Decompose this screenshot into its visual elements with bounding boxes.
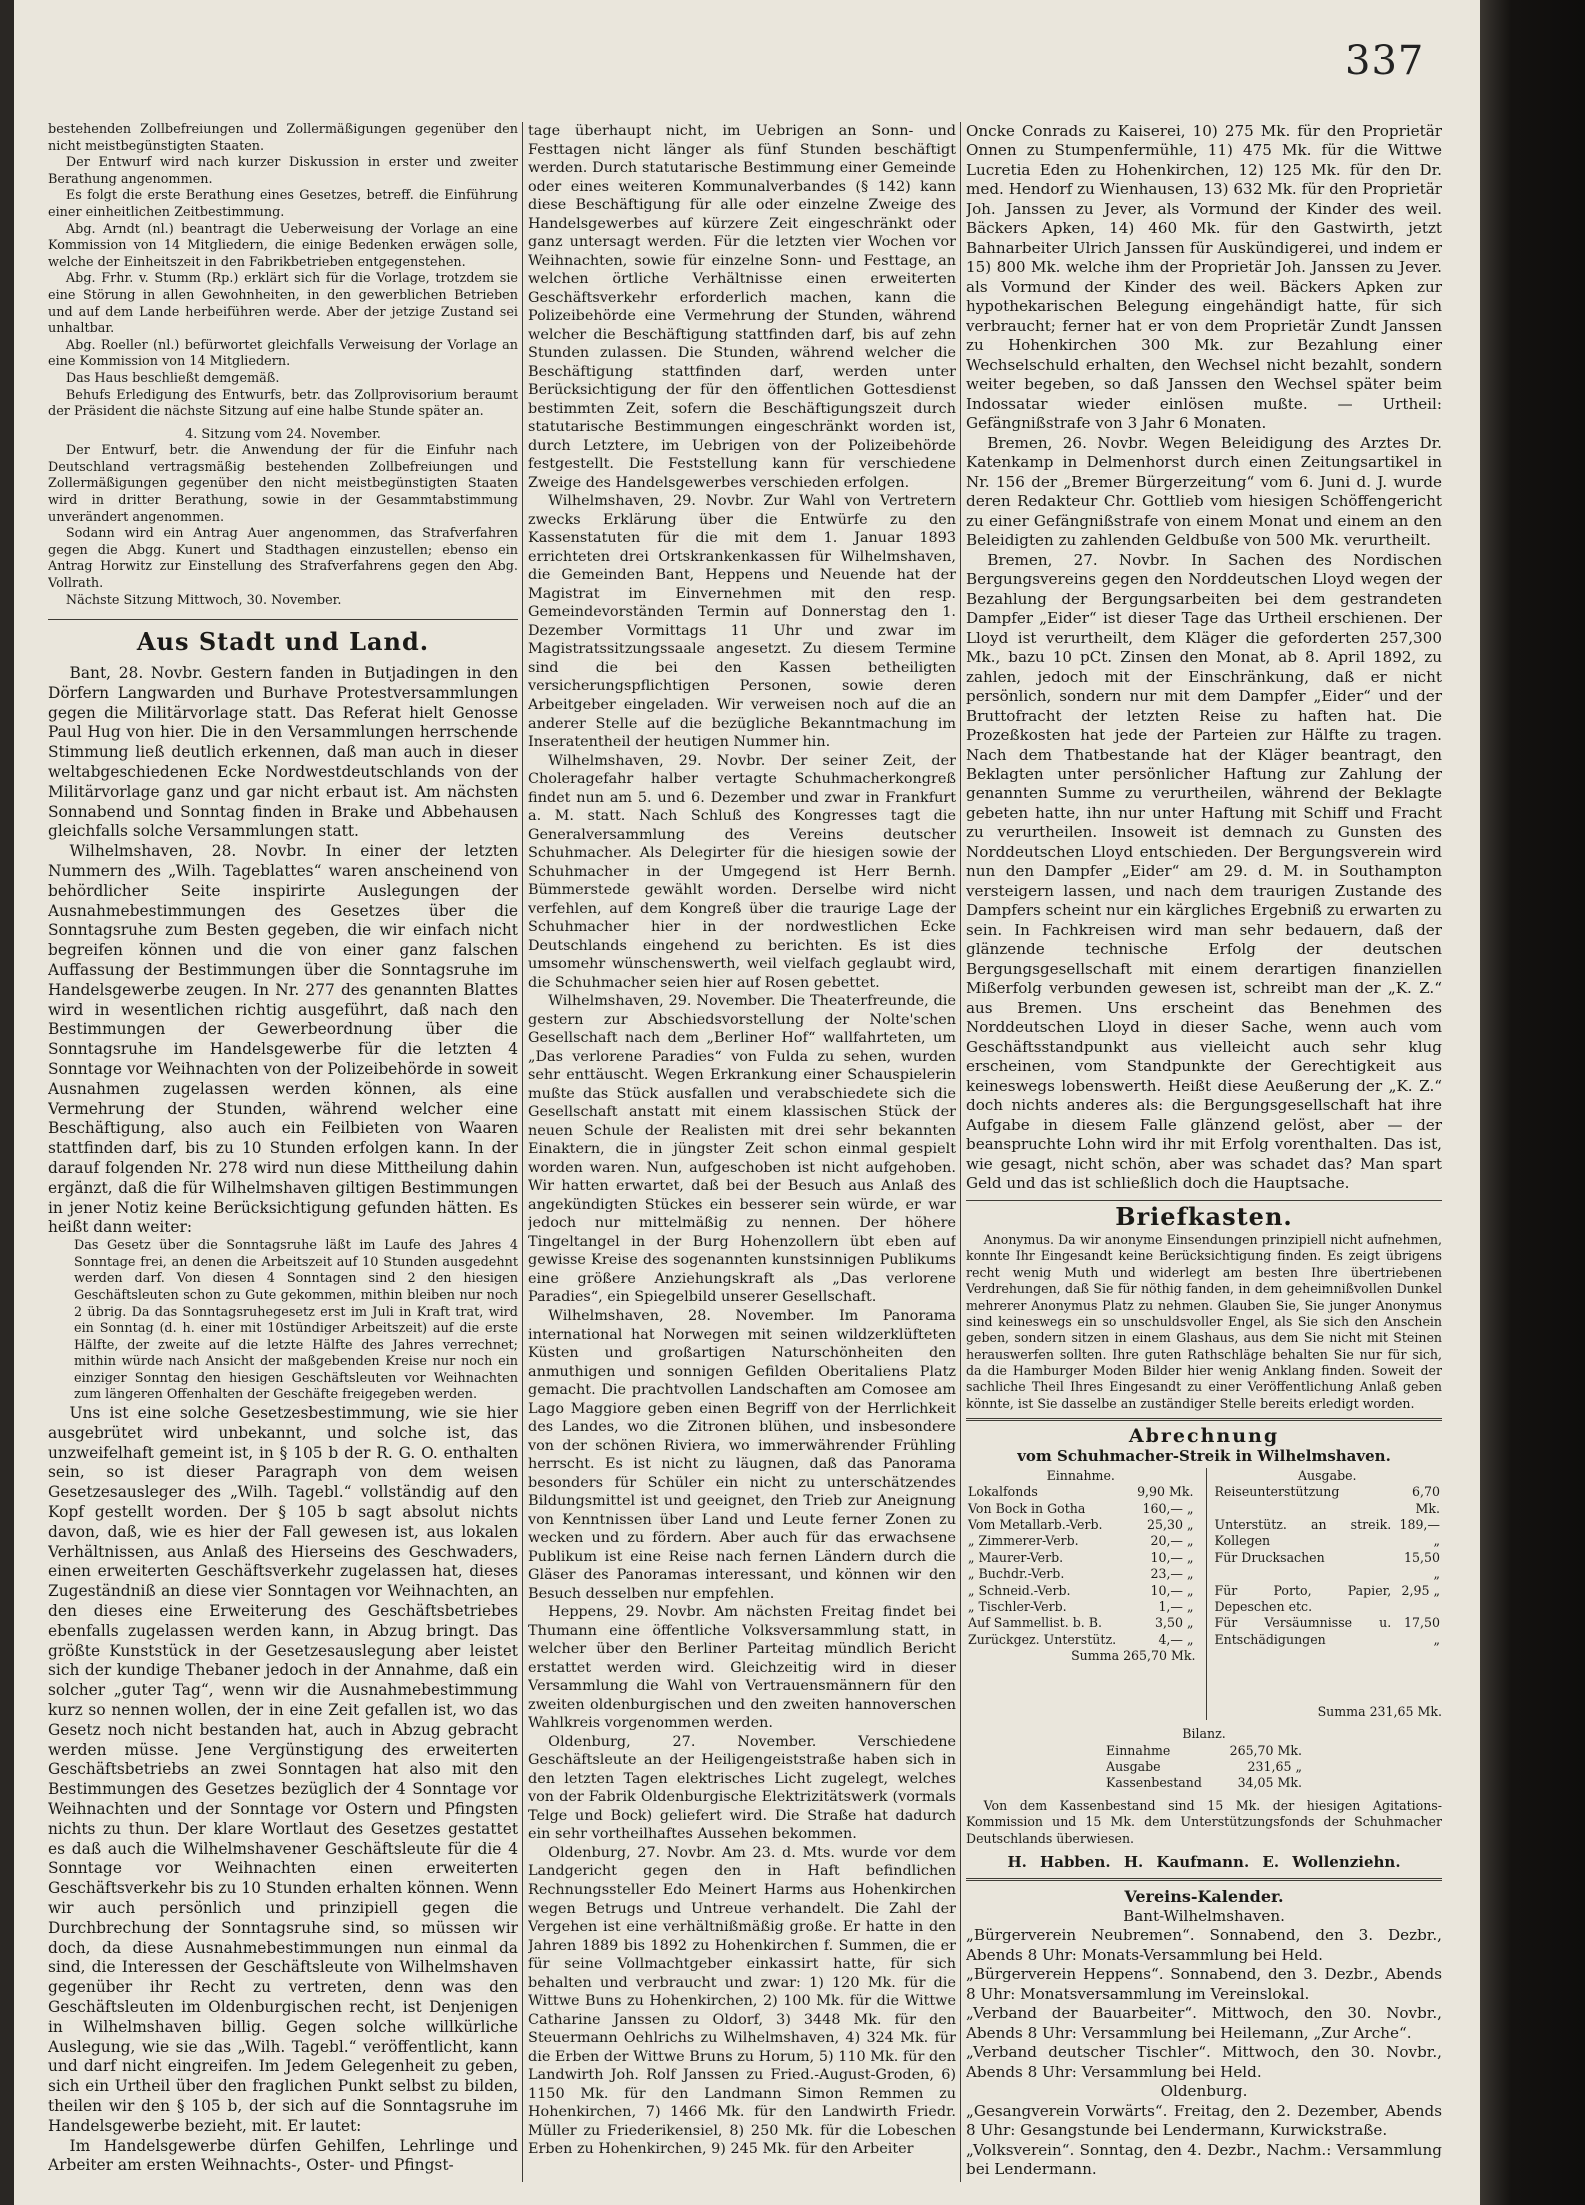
account-row: [966, 1517, 1196, 1533]
account-label: Für Porto, Papier, Depeschen etc.: [1214, 1582, 1392, 1614]
column-3: [966, 122, 1442, 2180]
account-row: [1213, 1583, 1443, 1616]
account-value: 20,— „: [1150, 1533, 1194, 1549]
account-value: 10,— „: [1150, 1549, 1194, 1565]
section-rule: [966, 1418, 1442, 1421]
article-paragraph: tage überhaupt nicht, im Uebrigen an Sonn- und Festtagen nicht länger als fünf Stunden beschäftigt werden. Durch statutarische Bestimmung einer Gemeinde oder eines weiteren Kommunalverbandes (§ 142) kann diese Beschäftigung für alle oder einzelne Zweige des Handelsgewerbes auf kürzere Zeit eingeschränkt oder ganz untersagt werden. Für die letzten vier Wochen vor Weihnachten, sowie für einzelne Sonn- und Festtage, an welchen örtliche Verhältnisse einen erweiterten Geschäftsverkehr erforderlich machen, kann die Polizeibehörde eine Vermehrung der Stunden, während welcher die Beschäftigung stattfinden darf, bis auf zehn Stunden zulassen. Die Stunden, während welcher die Beschäftigung stattfinden darf, werden unter Berücksichtigung der für den öffentlichen Gottesdienst bestimmten Zeit, sofern die Beschäftigungszeit durch statutarische Bestimmungen eingeschränkt worden ist, durch Letztere, im Uebrigen von der Polizeibehörde festgestellt. Die Feststellung kann für verschiedene Zweige des Handelsgewerbes verschieden erfolgen.: [528, 123, 956, 491]
briefkasten-text: Anonymus. Da wir anonyme Einsendungen prinzipiell nicht aufnehmen, konnte Ihr Eingesandt keine Berücksichtigung finden. Es zeigt übrigens recht wenig Muth und widerlegt am besten Ihre übertriebenen Verdrehungen, daß Sie für nöthig fanden, in dem geheimnißvollen Dunkel mehrerer Anonymus Platz zu nehmen. Glauben Sie, Sie junger Anonymus sind keineswegs ein so unschuldsvoller Engel, als Sie sich den Anschein geben, sondern sitzen in einem Glashaus, aus dem Sie nicht mit Steinen herauswerfen sollten. Ihre guten Rathschläge behalten Sie nur für sich, da die Hamburger Moden Bilder hier wenig Anklang finden. Soweit der sachliche Theil Ihres Eingesandt zu einer Veröffentlichung Anlaß geben könnte, ist Sie dasselbe an zuständiger Stelle bereits erledigt worden.: [966, 1232, 1442, 1411]
article-paragraph: Abg. Arndt (nl.) beantragt die Ueberweisung der Vorlage an eine Kommission von 14 Mitgliedern, die einige Bedenken erwägen solle, welche der Einheitszeit in den Fabrikbetrieben entgegenstehen.: [48, 221, 518, 270]
calendar-entry: „Verband deutscher Tischler“. Mittwoch, den 30. Novbr., Abends 8 Uhr: Versammlung bei Held.: [966, 2043, 1442, 2081]
article-paragraph: Abg. Roeller (nl.) befürwortet gleichfalls Verweisung der Vorlage an eine Kommission von 14 Mitgliedern.: [48, 337, 518, 370]
account-label: „ Buchdr.-Verb.: [968, 1566, 1065, 1582]
account-value: 4,— „: [1158, 1631, 1194, 1647]
article-paragraph: Sodann wird ein Antrag Auer angenommen, das Strafverfahren gegen die Abgg. Kunert und Stadthagen einzustellen; ebenso ein Antrag Horwitz zur Einstellung des Strafverfahrens gegen den Abg. Vollrath.: [48, 526, 518, 592]
briefkasten-heading: Briefkasten.: [1115, 1201, 1293, 1231]
account-label: „ Tischler-Verb.: [968, 1598, 1067, 1614]
calendar-place: Oldenburg.: [1160, 2082, 1248, 2101]
account-value: 2,95 „: [1401, 1582, 1440, 1598]
bilanz-label: Kassenbestand: [1106, 1775, 1202, 1791]
article-paragraph: Es folgt die erste Berathung eines Gesetzes, betreff. die Einführung einer einheitlichen Zeitbestimmung.: [48, 188, 518, 220]
income-heading: Einnahme.: [1046, 1468, 1115, 1484]
article-paragraph: Wilhelmshaven, 29. Novbr. Der seiner Zeit, der Choleragefahr halber vertagte Schuhmacherkongreß findet nun am 5. und 6. Dezember und zwar in Frankfurt a. M. statt. Nach Schluß des Kongresses tagt die Generalversammlung des Vereins deutscher Schuhmacher. Als Delegirter für die hiesigen sowie der Schuhmacher in der Umgegend ist Herr Bernh. Bümmerstede gewählt worden. Derselbe wird nicht verfehlen, auf dem Kongreß über die traurige Lage der Schuhmacher hier in der nordwestlichen Ecke Deutschlands eingehend zu berichten. Es ist dies umsomehr wünschenswerth, weil vielfach geglaubt wird, die Schuhmacher seien hier auf Rosen gebettet.: [528, 752, 956, 991]
article-paragraph: Bremen, 26. Novbr. Wegen Beleidigung des Arztes Dr. Katenkamp in Delmenhorst durch einen Zeitungsartikel in Nr. 156 der „Bremer Bürgerzeitung“ vom 6. Juni d. J. wurde deren Redakteur Chr. Gottlieb vom hiesigen Schöffengericht zu einer Gefängnißstrafe von einem Monat und einem an den Beleidigten zu zahlenden Geldbuße von 500 Mk. verurtheilt.: [966, 433, 1442, 550]
page-number: 337: [1345, 38, 1425, 84]
account-value: 9,90 Mk.: [1137, 1484, 1194, 1500]
account-value: 6,70 Mk.: [1412, 1484, 1440, 1516]
account-row: [966, 1583, 1196, 1599]
calendar-entry: „Gesangverein Vorwärts“. Freitag, den 2. Dezember, Abends 8 Uhr: Gesangstunde bei Lendermann, Kurwickstraße.: [966, 2101, 1442, 2140]
column-2: [528, 122, 956, 2159]
account-value: 17,50 „: [1404, 1615, 1440, 1647]
account-label: Unterstütz. an streik. Kollegen: [1214, 1517, 1392, 1549]
article-paragraph: Oldenburg, 27. Novbr. Am 23. d. Mts. wurde vor dem Landgericht gegen den in Haft befindlichen Rechnungssteller Edo Meinert Harms aus Hohenkirchen wegen Betrugs und Untreue verhandelt. Die Zahl der Vergehen ist eine verhältnißmäßig große. Er hatte in den Jahren 1889 bis 1892 zu Hohenkirchen f. Summen, die er für seine Vollmachtgeber einkassirt hatte, für sich behalten und verbraucht und zwar: 1) 120 Mk. für die Wittwe Buns zu Hohenkirchen, 2) 100 Mk. für die Wittwe Catharine Janssen zu Oldorf, 3) 3448 Mk. für den Steuermann Oehlrichs zu Wilhelmshaven, 4) 324 Mk. für die Erben der Wittwe Bruns zu Horum, 5) 110 Mk. für den Landwirth Joh. Rolf Janssen zu Fried.-August-Groden, 6) 1150 Mk. für den Landmann Simon Remmen zu Hohenkirchen, 7) 1466 Mk. für den Landwirth Friedr. Müller zu Friederikensiel, 8) 250 Mk. für die Lobeschen Erben zu Hohenkirchen, 9) 245 Mk. für den Arbeiter: [528, 1844, 956, 2158]
calendar-place: Bant-Wilhelmshaven.: [1123, 1906, 1285, 1925]
accounts-table: [966, 1468, 1442, 1720]
article-paragraph: Wilhelmshaven, 28. Novbr. In einer der letzten Nummern des „Wilh. Tageblattes“ waren anscheinend von behördlicher Seite inspirirte Auslegungen der Ausnahmebestimmungen des Gesetzes über die Sonntagsruhe zum Besten gegeben, die wir einfach nicht begreifen können und die von einer ganz falschen Auffassung der Bestimmungen über die Sonntagsruhe im Handelsgewerbe zeugen. In Nr. 277 des genannten Blattes wird in wesentlichen richtig ausgeführt, daß nach den Bestimmungen der Gewerbeordnung über die Sonntagsruhe im Handelsgewerbe für die letzten 4 Sonntage vor Weihnachten von der Polizeibehörde in soweit Ausnahmen zugelassen werden können, als eine Vermehrung der Stunden, während welcher eine Beschäftigung, also auch ein Feilbieten von Waaren stattfinden darf, bis zu 10 Stunden erfolgen kann. In der darauf folgenden Nr. 278 wird nun diese Mittheilung dahin ergänzt, daß die für Wilhelmshaven giltigen Bestimmungen in jener Notiz keine Berücksichtigung gefunden hätten. Es heißt dann weiter:: [48, 842, 518, 1237]
account-label: Für Versäumnisse u. Entschädigungen: [1214, 1615, 1392, 1647]
account-row: [966, 1615, 1196, 1631]
expense-heading: Ausgabe.: [1297, 1468, 1357, 1484]
account-row: [966, 1550, 1196, 1566]
book-gutter: [1480, 0, 1585, 2205]
sitting-heading: 4. Sitzung vom 24. November.: [185, 426, 381, 442]
account-label: Reiseunterstützung: [1214, 1484, 1340, 1500]
account-row: [1213, 1484, 1443, 1517]
account-value: 160,— „: [1142, 1500, 1194, 1516]
abrechnung-note: Von dem Kassenbestand sind 15 Mk. der hiesigen Agitations-Kommission und 15 Mk. dem Unterstützungsfonds der Schuhmacher Deutschlands überwiesen.: [966, 1797, 1442, 1846]
account-row: [1213, 1615, 1443, 1648]
article-paragraph: Bant, 28. Novbr. Gestern fanden in Butjadingen in den Dörfern Langwarden und Burhave Protestversammlungen gegen die Militärvorlage statt. Das Referat hielt Genosse Paul Hug von hier. Die in den Versammlungen herrschende Stimmung ließ deutlich erkennen, daß man auch in dieser weltabgeschiedenen Ecke Nordwestdeutschlands von der Militärvorlage ganz und gar nicht erbaut ist. Am nächsten Sonnabend und Sonntag finden in Brake und Abbehausen gleichfalls solche Versammlungen statt.: [48, 664, 518, 841]
article-paragraph: Wilhelmshaven, 28. November. Im Panorama international hat Norwegen mit seinen wildzerklüfteten Küsten und großartigen Naturschönheiten den anmuthigen und sonnigen Gefilden Oberitaliens Platz gemacht. Die prachtvollen Landschaften am Comosee am Lago Maggiore geben einen Begriff von der Herrlichkeit des Landes, wo die Zitronen blühen, und insbesondere von der schönen Riviera, wo immerwährender Frühling herrscht. Es ist nicht zu läugnen, daß das Panorama besonders für Schüler ein nicht zu unterschätzendes Bildungsmittel ist und geeignet, den Trieb zur Aneignung von Kenntnissen über Land und Leute ferner Zonen zu wecken und zu fördern. Aber auch für das erwachsene Publikum ist eine Reise nach fernen Ländern durch die Gläser des Panoramas interessant, und können wir den Besuch desselben nur empfehlen.: [528, 1308, 956, 1602]
account-label: Lokalfonds: [968, 1484, 1038, 1500]
account-label: Vom Metallarb.-Verb.: [968, 1517, 1103, 1533]
article-paragraph: Nächste Sitzung Mittwoch, 30. November.: [65, 592, 342, 608]
income-block: [966, 1468, 1196, 1720]
income-table: [966, 1484, 1196, 1648]
column-rule-1: [522, 122, 523, 2182]
account-row: [966, 1632, 1196, 1648]
account-value: 189,— „: [1399, 1517, 1440, 1549]
article-paragraph: bestehenden Zollbefreiungen und Zollermäßigungen gegenüber den nicht meistbegünstigten Staaten.: [48, 122, 518, 154]
article-paragraph: Heppens, 29. Novbr. Am nächsten Freitag findet bei Thumann eine öffentliche Volksversammlung statt, in welcher über den Berliner Parteitag mündlich Bericht erstattet werden wird. Gleichzeitig wird in dieser Versammlung die Wahl von Vertrauensmännern für den zweiten oldenburgischen und den zweiten hannoverschen Wahlkreis vorgenommen werden.: [528, 1604, 956, 1732]
account-label: Von Bock in Gotha: [968, 1500, 1086, 1516]
bilanz-value: 265,70 Mk.: [1229, 1742, 1302, 1758]
bilanz-table: [1104, 1743, 1304, 1792]
expense-total: Summa 231,65 Mk.: [1317, 1704, 1442, 1719]
calendar-entry: „Verband der Bauarbeiter“. Mittwoch, den 30. Novbr., Abends 8 Uhr: Versammlung bei Heilemann, „Zur Arche“.: [966, 2004, 1442, 2042]
bilanz-value: 34,05 Mk.: [1237, 1775, 1302, 1791]
account-value: 15,50 „: [1404, 1549, 1440, 1582]
article-paragraph: Wilhelmshaven, 29. November. Die Theaterfreunde, die gestern zur Abschiedsvorstellung der Nolte'schen Gesellschaft nach dem „Berliner Hof“ wallfahrteten, um „Das verlorene Paradies“ von Fulda zu sehen, wurden sehr enttäuscht. Wegen Erkrankung einer Schauspielerin mußte das Stück ausfallen und verabschiedete sich die Gesellschaft anstatt mit einem klassischen Stück der neuen Schule der Realisten mit drei sehr bekannten Einaktern, die in jüngster Zeit schon einmal gespielt worden waren. Nun, aufgeschoben ist nicht aufgehoben. Wir hatten erwartet, daß bei der Besuch aus Anlaß des angekündigten Stückes ein besserer sein würde, er war jedoch nur mittelmäßig zu nennen. Der höhere Tingeltangel in der Burg Hohenzollern übt eben auf gewisse Kreise des sogenannten kunstsinnigen Publikums eine größere Anziehungskraft als „Das verlorene Paradies“, ein Spiegelbild unserer Gesellschaft.: [528, 993, 956, 1306]
article-paragraph: Das Haus beschließt demgemäß.: [65, 370, 280, 386]
bilanz-heading: Bilanz.: [1182, 1726, 1226, 1742]
bilanz-label: Einnahme: [1106, 1742, 1171, 1758]
article-paragraph: Behufs Erledigung des Entwurfs, betr. das Zollprovisorium beraumt der Präsident die nächste Sitzung auf eine halbe Stunde später an.: [48, 387, 518, 420]
abrechnung-subheading: vom Schuhmacher-Streik in Wilhelmshaven.: [1017, 1446, 1391, 1465]
account-value: 25,30 „: [1147, 1517, 1194, 1533]
income-total: Summa 265,70 Mk.: [1071, 1648, 1196, 1663]
article-paragraph: Der Entwurf, betr. die Anwendung der für die Einfuhr nach Deutschland vertragsmäßig bestehenden Zollbefreiungen und Zollermäßigungen gegenüber den nicht meistbegünstigten Staaten wird in dritter Berathung, sowie in der Gesammtabstimmung unverändert angenommen.: [48, 443, 518, 525]
article-paragraph: Der Entwurf wird nach kurzer Diskussion in erster und zweiter Berathung angenommen.: [48, 155, 518, 187]
account-value: 10,— „: [1150, 1582, 1194, 1598]
account-label: Auf Sammellist. b. B.: [968, 1615, 1102, 1631]
vereins-kalender-heading: Vereins-Kalender.: [1124, 1887, 1284, 1907]
calendar-entry: „Bürgerverein Heppens“. Sonnabend, den 3. Dezbr., Abends 8 Uhr: Monatsversammlung im Vereinslokal.: [966, 1965, 1442, 2003]
section-heading: Aus Stadt und Land.: [136, 627, 430, 657]
expense-block: [1206, 1468, 1443, 1720]
account-row: [966, 1566, 1196, 1582]
column-1: [48, 122, 518, 2176]
quoted-paragraph: Das Gesetz über die Sonntagsruhe läßt im Laufe des Jahres 4 Sonntage frei, an denen die Arbeitszeit auf 10 Stunden ausgedehnt werden darf. Von diesen 4 Sonntagen sind 2 den hiesigen Geschäftsleuten schon zu Gute gekommen, mithin bleiben nur noch 2 übrig. Da das Sonntagsruhegesetz erst im Juli in Kraft trat, wird ein Sonntag (d. h. einer mit 10stündiger Arbeitszeit) auf die erste Hälfte, der zweite auf die letzte Hälfte des Jahres verrechnet; mithin würde nach Ansicht der maßgebenden Kreise nur noch ein einziger Sonntag den hiesigen Geschäftsleuten vor Weihnachten zum längeren Offenhalten der Geschäfte freigegeben werden.: [74, 1238, 518, 1403]
expense-table: [1213, 1484, 1443, 1648]
article-paragraph: Bremen, 27. Novbr. In Sachen des Nordischen Bergungsvereins gegen den Norddeutschen Lloyd wegen der Bezahlung der Bergungsarbeiten bei dem gestrandeten Dampfer „Eider“ ist dieser Tage das Urtheil erschienen. Der Lloyd ist verurtheilt, dem Kläger die geforderten 257,300 Mk., bazu 10 pCt. Zinsen den Monat, ab 8. April 1892, zu zahlen, jedoch mit der Einschränkung, daß er nicht persönlich, sondern nur mit dem Dampfer „Eider“ und der Bruttofracht der letzten Reise zu haften hat. Die Prozeßkosten hat jede der Parteien zur Hälfte zu tragen. Nach dem Thatbestande hat der Kläger beantragt, den Beklagten unter persönlicher Haftung zur Zahlung der genannten Summe zu verurtheilen, während der Beklagte gebeten hatte, ihn nur unter Haftung mit Schiff und Fracht zu verurtheilen. Insoweit ist demnach zu Gunsten des Norddeutschen Lloyd entschieden. Der Bergungsverein wird nun den Dampfer „Eider“ am 29. d. M. in Southampton versteigern lassen, und nach dem traurigen Zustande des Dampfers scheint nur ein kärgliches Ergebniß zu erwarten zu sein. In Fachkreisen wird man sehr bedauern, daß der glänzende technische Erfolg der deutschen Bergungsgesellschaft mit einem derartigen finanziellen Mißerfolg verbunden gewesen ist, schreibt man der „K. Z.“ aus Bremen. Uns erscheint das Benehmen des Norddeutschen Lloyd in dieser Sache, wenn auch vom Geschäftsstandpunkt aus vielleicht auch sehr klug erscheinen, vom Standpunkte der Gerechtigkeit aus keineswegs lobenswerth. Heißt diese Aeußerung der „K. Z.“ doch nichts anderes als: die Bergungsgesellschaft hat ihre Aufgabe in diesem Falle glänzend gelöst, aber — der beanspruchte Lohn wird ihr mit Erfolg vorenthalten. Das ist, wie gesagt, nicht schön, aber was schadet das? Man spart Geld und das ist schließlich doch die Hauptsache.: [966, 550, 1442, 1193]
account-label: „ Maurer-Verb.: [968, 1549, 1064, 1565]
page-left-edge: [0, 0, 14, 2205]
article-paragraph: Uns ist eine solche Gesetzesbestimmung, wie sie hier ausgebrütet wird unbekannt, und solche ist, das unzweifelhaft gemeint ist, in § 105 b der R. G. O. enthalten sein, so ist dieser Paragraph von dem weisen Gesetzesausleger des „Wilh. Tagebl.“ vollständig auf den Kopf gestellt worden. Der § 105 b sagt absolut nichts davon, daß, wie es hier der Fall gewesen ist, aus lokalen Verhältnissen, aus Anlaß des Hierseins des Geschwaders, einen erweiterten Geschäftsverkehr zugelassen hat, dieses Zugeständniß an diese vier Sonntagen vor Weihnachten, an den dieses eine Erweiterung des Geschäftsbetriebes ebenfalls zugelassen werden kann, in Abzug bringt. Das größte Kunststück in der Gesetzesauslegung aber leistet sich der kundige Thebaner jedoch in der Annahme, daß ein solcher „guter Tag“, wenn wir die Ausnahmebestimmung kurz so nennen wollen, der in eine Zeit gefallen ist, wo das Gesetz noch nicht bestanden hat, auch in Abzug gebracht werden müsse. Jene Vergünstigung des erweiterten Geschäftsbetriebs an zwei Sonntagen hat also mit den Bestimmungen des Gesetzes bezüglich der 4 Sonntage vor Weihnachten und der Sonntage vor Ostern und Pfingsten nichts zu thun. Der klare Wortlaut des Gesetzes gestattet es daß auch die Wilhelmshavener Geschäftsleute für die 4 Sonntage vor Weihnachten einen erweiterten Geschäftsverkehr bis zu 10 Stunden erhalten können. Wenn wir auch persönlich und prinzipiell gegen die Durchbrechung der Sonntagsruhe sind, so müssen wir doch, da diese Ausnahmebestimmungen nun einmal da sind, die Interessen der Geschäftsleute von Wilhelmshaven gegenüber ihr Recht zu vertreten, denn was den Geschäftsleuten im Oldenburgischen recht, ist Denjenigen in Wilhelmshaven billig. Gegen solche willkürliche Auslegung, wie sie das „Wilh. Tagebl.“ veröffentlicht, kann und darf nicht eingreifen. Im Jedem Gelegenheit zu geben, sich ein Urtheil über den fraglichen Punkt selbst zu bilden, theilen wir den § 105 b, der sich auf die Sonntagsruhe im Handelsgewerbe bezieht, mit. Er lautet:: [48, 1404, 518, 2135]
account-row: [966, 1501, 1196, 1517]
account-value: 1,— „: [1158, 1598, 1194, 1614]
account-row: [1213, 1517, 1443, 1550]
abrechnung-heading: Abrechnung: [1128, 1425, 1280, 1448]
account-row: [966, 1533, 1196, 1549]
account-label: „ Schneid.-Verb.: [968, 1582, 1071, 1598]
account-value: 23,— „: [1150, 1566, 1194, 1582]
calendar-entry: „Volksverein“. Sonntag, den 4. Dezbr., Nachm.: Versammlung bei Lendermann.: [966, 2140, 1442, 2179]
article-paragraph: Abg. Frhr. v. Stumm (Rp.) erklärt sich für die Vorlage, trotzdem sie eine Störung in allen Gewohnheiten, in den gewerblichen Betrieben und auf dem Lande herbeiführen werde. Aber der jetzige Zustand sei unhaltbar.: [48, 271, 518, 337]
bilanz-label: Ausgabe: [1106, 1759, 1161, 1775]
calendar-entry: „Bürgerverein Neubremen“. Sonnabend, den 3. Dezbr., Abends 8 Uhr: Monats-Versammlung bei Held.: [966, 1926, 1442, 1964]
section-rule: [48, 619, 518, 620]
account-label: Zurückgez. Unterstütz.: [968, 1631, 1117, 1647]
signers: H. Habben. H. Kaufmann. E. Wollenziehn.: [1007, 1852, 1401, 1871]
account-row: [966, 1484, 1196, 1500]
article-paragraph: Wilhelmshaven, 29. Novbr. Zur Wahl von Vertretern zwecks Erklärung über die Entwürfe zu den Kassenstatuten für die mit dem 1. Januar 1893 errichteten drei Ortskrankenkassen für Wilhelmshaven, die Gemeinden Bant, Heppens und Neuende hat der Magistrat im Einvernehmen mit den resp. Gemeindevorständen Termin auf Donnerstag den 1. Dezember Vormittags 11 Uhr und zwar im Magistratssitzungssaale angesetzt. Zu diesem Termine sind die bei den Kassen betheiligten versicherungspflichtigen Personen, sowie deren Arbeitgeber eingeladen. Wir verweisen noch auf die an anderer Stelle auf die bezügliche Bekanntmachung im Inseratentheil der heutigen Nummer hin.: [528, 493, 956, 751]
account-row: [1213, 1550, 1443, 1583]
bilanz-value: 231,65 „: [1247, 1759, 1302, 1775]
article-paragraph: Im Handelsgewerbe dürfen Gehilfen, Lehrlinge und Arbeiter am ersten Weihnachts-, Oster- und Pfingst-: [48, 2136, 518, 2175]
article-paragraph: Oncke Conrads zu Kaiserei, 10) 275 Mk. für den Proprietär Onnen zu Stumpenfermühle, 11) 475 Mk. für die Wittwe Lucretia Eden zu Hohenkirchen, 12) 125 Mk. für den Dr. med. Hendorf zu Wienhausen, 13) 632 Mk. für den Proprietär Joh. Janssen zu Jever, als Vormund der Kinder des weil. Bäckers Apken, 14) 460 Mk. für den Gastwirth, jetzt Bahnarbeiter Ulrich Janssen für Auskündigerei, und indem er 15) 800 Mk. welche ihm der Proprietär Joh. Janssen zu Jever. als Vormund der Kinder des weil. Bäckers Apken zur hypothekarischen Belegung eingehändigt hatte, für sich verbraucht; ferner hat er von dem Proprietär Zundt Janssen zu Hohenkirchen 300 Mk. zur Bezahlung einer Wechselschuld erhalten, den Wechsel nicht bezahlt, sondern weiter begeben, so daß Janssen den Wechsel später beim Indossatar wieder einlösen mußte. — Urtheil: Gefängnißstrafe von 3 Jahr 6 Monaten.: [966, 122, 1442, 433]
section-rule: [966, 1200, 1442, 1201]
account-label: „ Zimmerer-Verb.: [968, 1533, 1079, 1549]
column-rule-2: [960, 122, 961, 2182]
article-paragraph: Oldenburg, 27. November. Verschiedene Geschäftsleute an der Heiligengeiststraße haben sich in den letzten Tagen elektrisches Licht zugelegt, welches von der Fabrik Oldenburgische Elektrizitätswerk (vormals Telge und Bock) geliefert wird. Die Straße hat dadurch ein sehr vortheilhaftes Aussehen bekommen.: [528, 1733, 956, 1843]
section-rule: [966, 1878, 1442, 1881]
account-value: 3,50 „: [1155, 1615, 1194, 1631]
account-label: Für Drucksachen: [1214, 1549, 1325, 1565]
account-row: [966, 1599, 1196, 1615]
